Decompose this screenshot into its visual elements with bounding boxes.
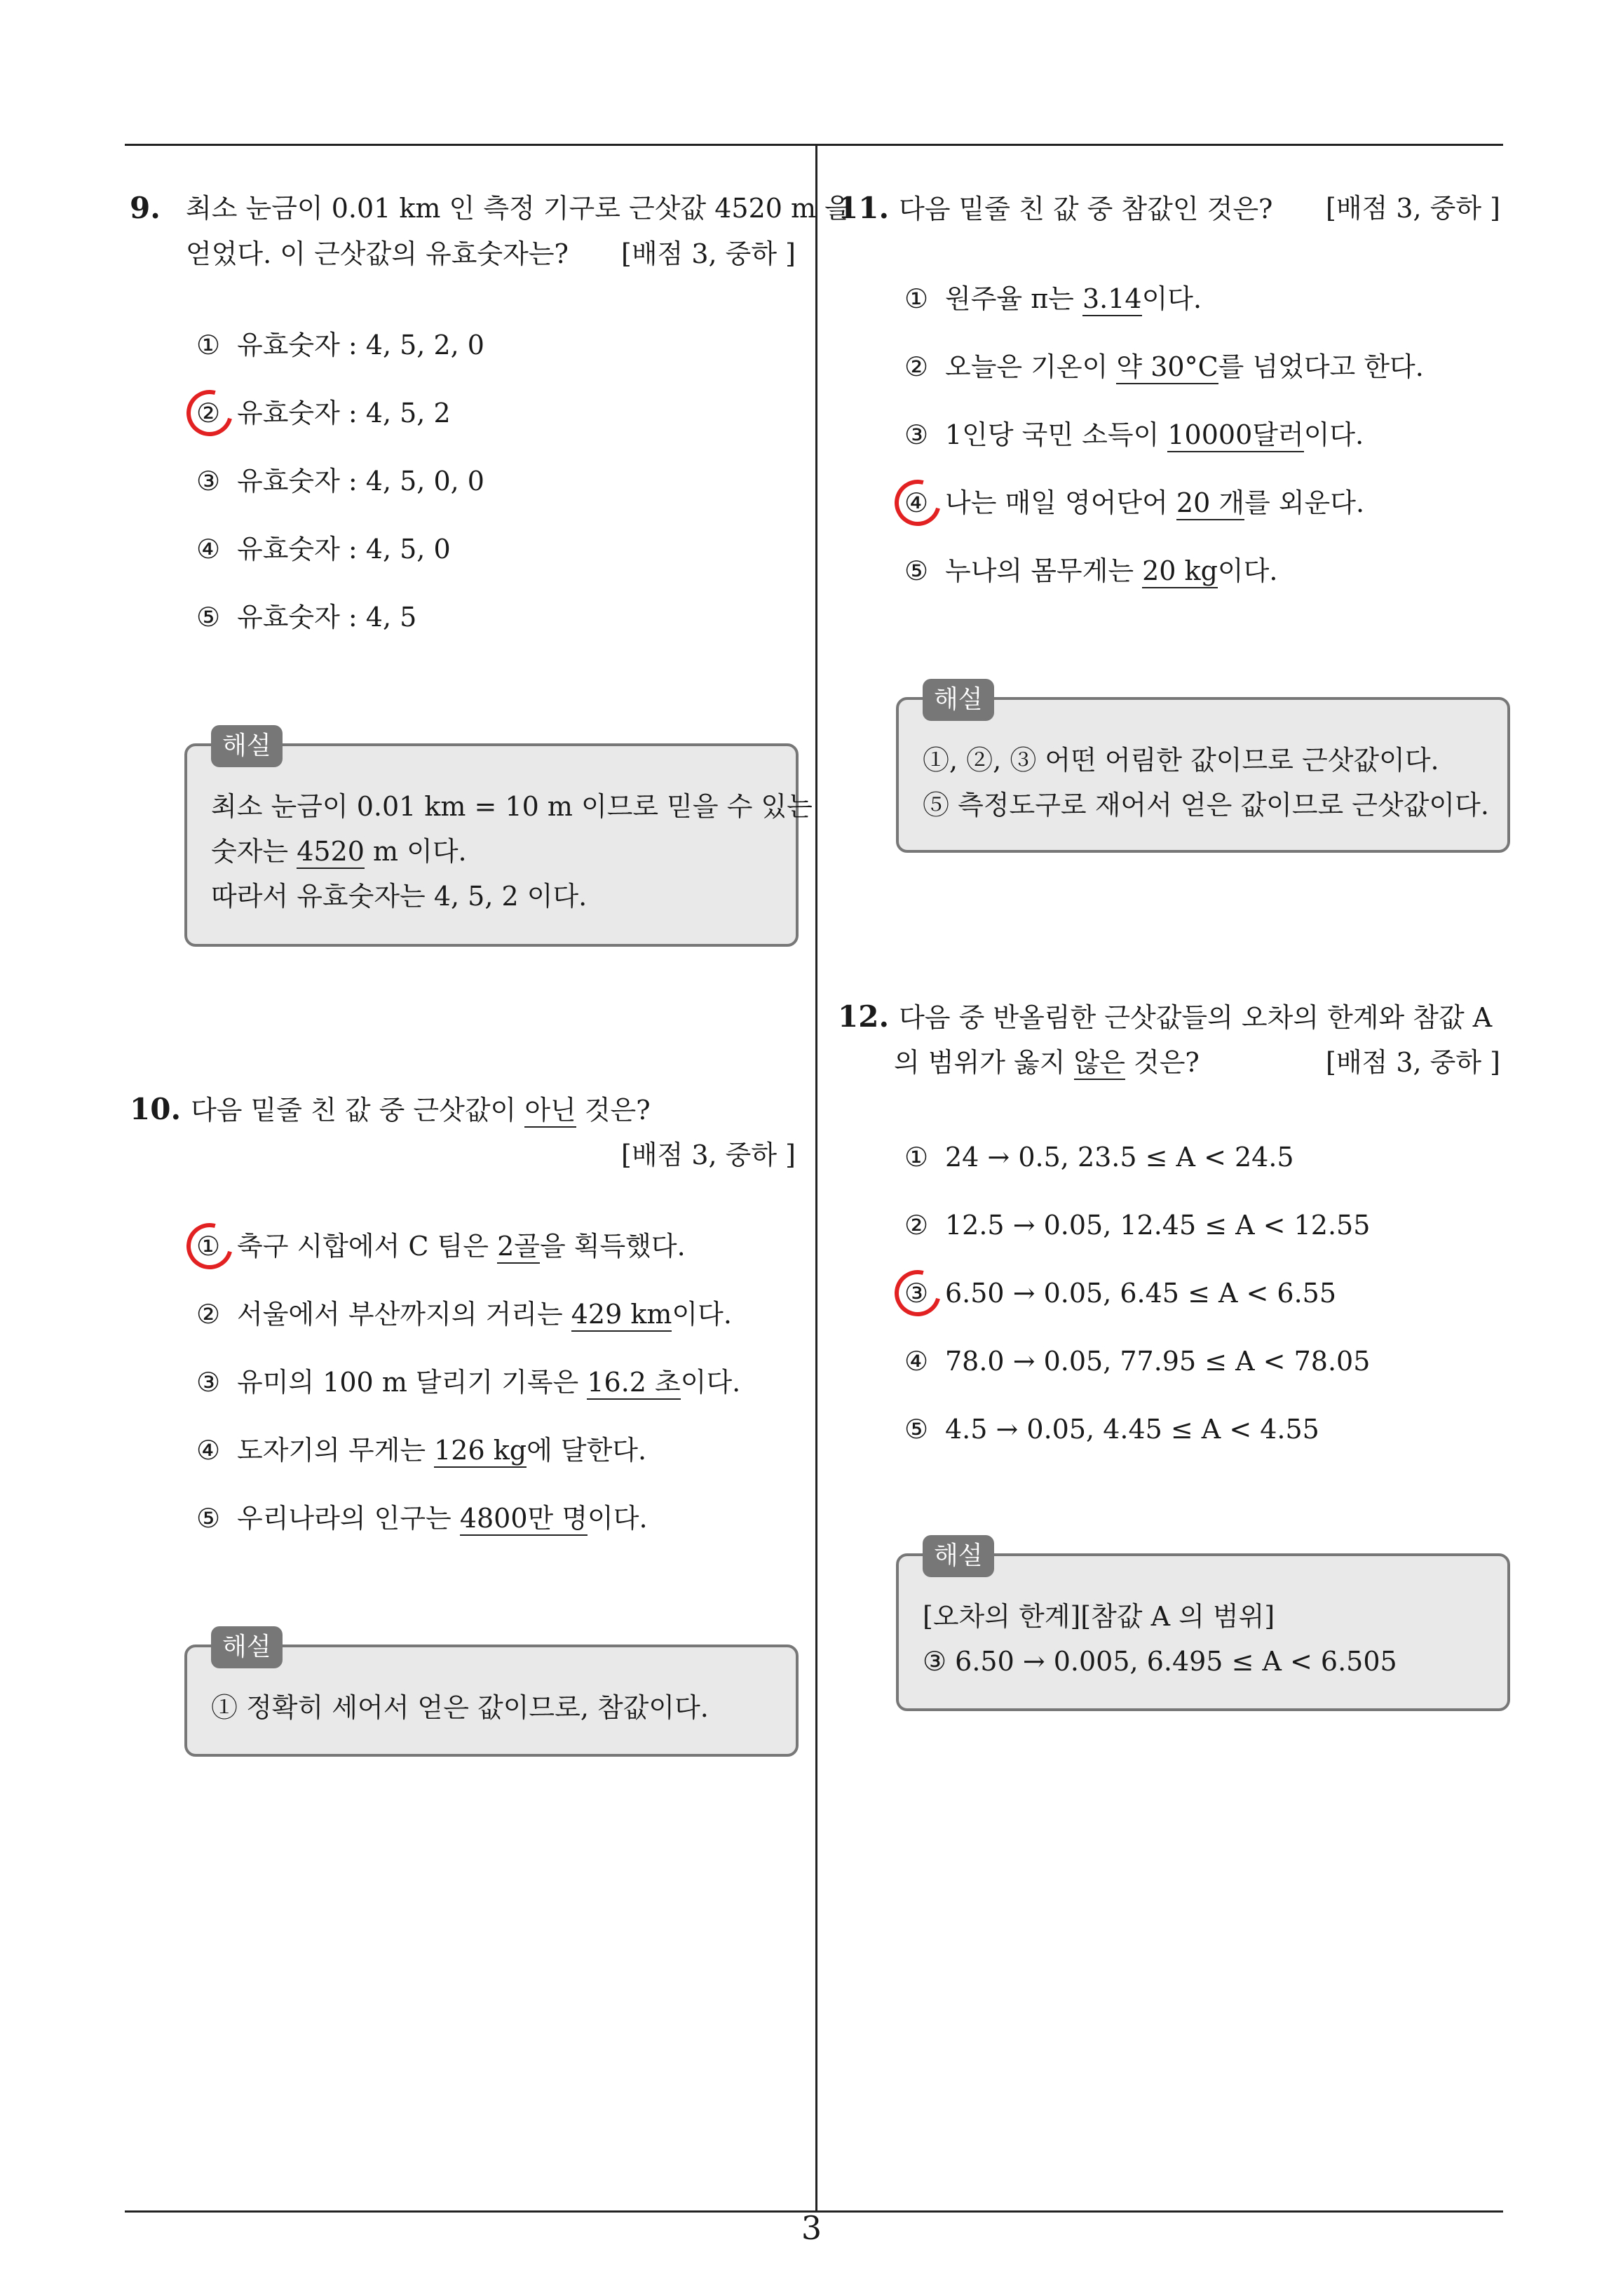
choice-2[interactable]: ② 유효숫자 : 4, 5, 2: [196, 392, 451, 434]
choice-3[interactable]: ③ 1인당 국민 소득이 10000달러이다.: [904, 414, 1364, 456]
choice-3[interactable]: ③ 유효숫자 : 4, 5, 0, 0: [196, 466, 484, 497]
question-text: 다음 중 반올림한 근삿값들의 오차의 한계와 참값 A: [899, 1002, 1493, 1033]
choice-4[interactable]: ④ 도자기의 무게는 126 kg에 달한다.: [196, 1429, 646, 1471]
solution-line: 숫자는 4520 m 이다.: [211, 829, 775, 874]
question-text: 다음 밑줄 친 값 중 참값인 것은?: [899, 194, 1273, 224]
answer-circle-mark: [178, 381, 241, 445]
points-label: [배점 3, 중하 ]: [621, 238, 796, 269]
solution-tag: 해설: [923, 679, 994, 721]
choice-1[interactable]: ① 축구 시합에서 C 팀은 2골을 획득했다.: [196, 1225, 686, 1267]
choice-5[interactable]: ⑤ 우리나라의 인구는 4800만 명이다.: [196, 1497, 648, 1539]
points-label: [배점 3, 중하 ]: [621, 1140, 796, 1170]
points-label: [배점 3, 중하 ]: [1326, 1047, 1500, 1078]
solution-line: 최소 눈금이 0.01 km = 10 m 이므로 믿을 수 있는: [211, 791, 813, 822]
choice-3[interactable]: ③ 유미의 100 m 달리기 기록은 16.2 초이다.: [196, 1361, 740, 1403]
solution-tag: 해설: [211, 1626, 283, 1668]
solution-box-q11: [896, 685, 1510, 853]
choice-5[interactable]: ⑤ 4.5 → 0.05, 4.45 ≤ A < 4.55: [904, 1414, 1319, 1445]
question-9: [130, 186, 850, 276]
choice-1[interactable]: ① 유효숫자 : 4, 5, 2, 0: [196, 330, 484, 360]
question-10: 10. 다음 밑줄 친 값 중 근삿값이 아닌 것은? [배점 3, 중하 ]: [130, 1087, 796, 1177]
choice-2[interactable]: ② 12.5 → 0.05, 12.45 ≤ A < 12.55: [904, 1210, 1371, 1241]
question-number: 12.: [838, 999, 890, 1034]
question-text: 얻었다. 이 근삿값의 유효숫자는?: [186, 238, 569, 269]
choice-2[interactable]: ② 서울에서 부산까지의 거리는 429 km이다.: [196, 1293, 732, 1335]
choice-4[interactable]: ④ 유효숫자 : 4, 5, 0: [196, 534, 451, 565]
question-number: 9.: [130, 191, 161, 225]
solution-line: ① 정확히 세어서 얻은 값이므로, 참값이다.: [211, 1692, 709, 1723]
question-text: 최소 눈금이 0.01 km 인 측정 기구로 근삿값 4520 m 을: [186, 193, 850, 224]
choice-2[interactable]: ② 오늘은 기온이 약 30°C를 넘었다고 한다.: [904, 346, 1424, 388]
choice-4[interactable]: ④ 나는 매일 영어단어 20 개를 외운다.: [904, 482, 1364, 524]
choice-5[interactable]: ⑤ 누나의 몸무게는 20 kg이다.: [904, 550, 1277, 592]
solution-line: ③ 6.50 → 0.005, 6.495 ≤ A < 6.505: [923, 1646, 1397, 1677]
column-divider: [815, 144, 817, 2213]
solution-line: ⑤ 측정도구로 재어서 얻은 값이므로 근삿값이다.: [923, 790, 1489, 821]
solution-line: 따라서 유효숫자는 4, 5, 2 이다.: [211, 881, 588, 912]
question-number: 10.: [130, 1092, 182, 1126]
solution-line: [오차의 한계][참값 A 의 범위]: [923, 1601, 1275, 1632]
points-label: [배점 3, 중하 ]: [1326, 193, 1500, 224]
solution-box-q9: [184, 731, 813, 947]
choice-5[interactable]: ⑤ 유효숫자 : 4, 5: [196, 602, 417, 633]
answer-circle-mark: [178, 1215, 241, 1278]
choice-1[interactable]: ① 원주율 π는 3.14이다.: [904, 278, 1202, 320]
question-number: 11.: [838, 191, 890, 225]
choice-3[interactable]: ③ 6.50 → 0.05, 6.45 ≤ A < 6.55: [904, 1272, 1336, 1314]
question-12: 12. 다음 중 반올림한 근삿값들의 오차의 한계와 참값 A 의 범위가 옳지 않은 것은? [배점 3, 중하 ]: [838, 994, 1500, 1085]
solution-tag: 해설: [923, 1535, 994, 1577]
top-rule: [125, 144, 1503, 146]
answer-circle-mark: [886, 471, 949, 534]
choice-4[interactable]: ④ 78.0 → 0.05, 77.95 ≤ A < 78.05: [904, 1346, 1371, 1377]
solution-box-q12: [896, 1541, 1510, 1711]
question-11: [838, 186, 1500, 231]
solution-tag: 해설: [211, 725, 283, 767]
choice-1[interactable]: ① 24 → 0.5, 23.5 ≤ A < 24.5: [904, 1142, 1294, 1173]
page-number: 3: [801, 2209, 822, 2247]
answer-circle-mark: [886, 1262, 949, 1325]
solution-line: ①, ②, ③ 어떤 어림한 값이므로 근삿값이다.: [923, 745, 1439, 776]
solution-box-q10: [184, 1633, 799, 1757]
